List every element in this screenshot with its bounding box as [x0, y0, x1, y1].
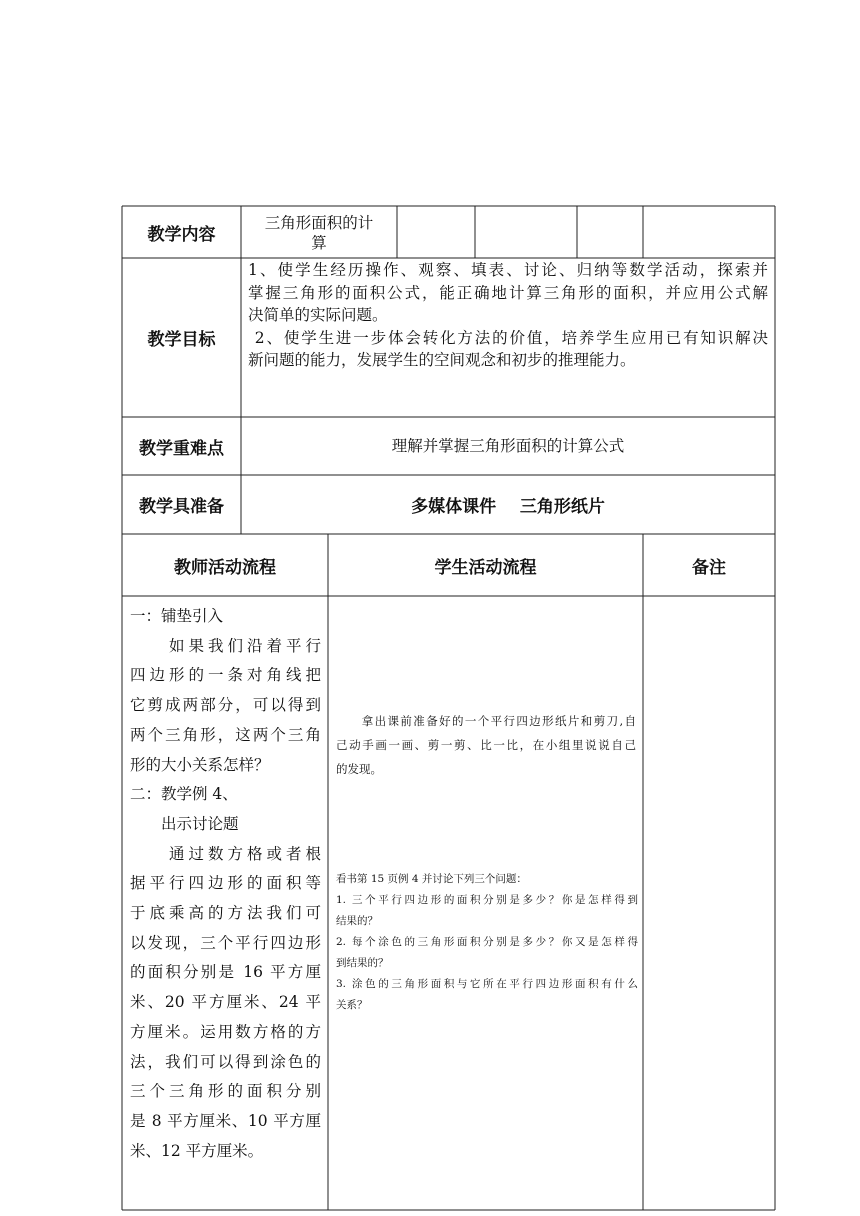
teaching-content-line-1: 三角形面积的计	[264, 214, 374, 232]
teacher-flow-line: 以发现，三个平行四边形	[130, 933, 321, 952]
student-flow-block-2	[336, 869, 638, 1016]
teacher-flow-line: 三个三角形的面积分别	[130, 1082, 321, 1101]
student-flow-line: 的发现。	[336, 762, 382, 776]
teacher-flow-line: 米、20 平方厘米、24 平	[130, 993, 321, 1012]
label-key-difficulty: 教学重难点	[139, 438, 224, 459]
teacher-flow-line: 二：教学例 4、	[130, 785, 238, 804]
teaching-goal-text	[248, 259, 768, 372]
student-flow-line: 看书第 15 页例 4 并讨论下列三个问题：	[336, 873, 527, 885]
teacher-flow-line: 出示讨论题	[130, 814, 239, 833]
teacher-flow-line: 通过数方格或者根	[130, 844, 321, 863]
teacher-flow-line: 两个三角形，这两个三角	[130, 725, 321, 744]
key-difficulty-value: 理解并掌握三角形面积的计算公式	[391, 436, 625, 455]
teacher-flow-line: 于底乘高的方法我们可	[130, 904, 321, 923]
teacher-flow-line: 法，我们可以得到涂色的	[130, 1052, 321, 1071]
teacher-flow-line: 一：铺垫引入	[130, 607, 224, 625]
column-header-teacher-flow: 教师活动流程	[174, 557, 276, 578]
student-flow-line: 3. 涂色的三角形面积与它所在平行四边形面积有什么	[336, 978, 638, 990]
label-teaching-content: 教学内容	[147, 224, 216, 245]
student-flow-line: 关系？	[336, 999, 368, 1011]
student-flow-line: 己动手画一画、剪一剪、比一比，在小组里说说自己	[336, 738, 636, 752]
goal-line: 掌握三角形的面积公式，能正确地计算三角形的面积，并应用公式解	[248, 283, 768, 302]
student-flow-line: 1. 三个平行四边形的面积分别是多少？你是怎样得到	[336, 894, 638, 906]
goal-line: 1、使学生经历操作、观察、填表、讨论、归纳等数学活动，探索并	[248, 261, 768, 279]
teacher-flow-text	[130, 602, 321, 1166]
teaching-content-line-2: 算	[311, 234, 327, 252]
teacher-flow-line: 据平行四边形的面积等	[130, 874, 321, 893]
student-flow-block-1	[336, 709, 636, 781]
column-header-notes: 备注	[692, 557, 726, 578]
teacher-flow-line: 四边形的一条对角线把	[130, 666, 321, 685]
teaching-prep-value: 多媒体课件 三角形纸片	[411, 497, 605, 517]
column-header-student-flow: 学生活动流程	[434, 557, 537, 578]
goal-line: 2、使学生进一步体会转化方法的价值，培养学生应用已有知识解决	[248, 328, 768, 347]
label-teaching-goal: 教学目标	[147, 330, 216, 350]
label-teaching-prep: 教学具准备	[139, 497, 224, 517]
teacher-flow-line: 的面积分别是 16 平方厘	[130, 963, 321, 982]
goal-line: 新问题的能力，发展学生的空间观念和初步的推理能力。	[248, 351, 636, 369]
teacher-flow-line: 方厘米。运用数方格的方	[130, 1022, 321, 1041]
student-flow-line: 2. 每个涂色的三角形面积分别是多少？你又是怎样得	[336, 936, 638, 948]
notes-cell	[643, 596, 775, 1210]
teacher-flow-line: 形的大小关系怎样？	[130, 755, 270, 774]
student-flow-line: 结果的？	[336, 915, 378, 927]
teacher-flow-line: 它剪成两部分，可以得到	[130, 696, 321, 715]
teacher-flow-line: 是 8 平方厘米、10 平方厘	[130, 1111, 321, 1130]
student-flow-line: 到结果的？	[336, 957, 389, 969]
teacher-flow-line: 米、12 平方厘米。	[130, 1141, 264, 1160]
teacher-flow-line: 如果我们沿着平行	[130, 636, 321, 655]
goal-line: 决简单的实际问题。	[248, 306, 388, 324]
student-flow-line: 拿出课前准备好的一个平行四边形纸片和剪刀,自	[336, 714, 636, 728]
teaching-content-value	[241, 206, 397, 258]
